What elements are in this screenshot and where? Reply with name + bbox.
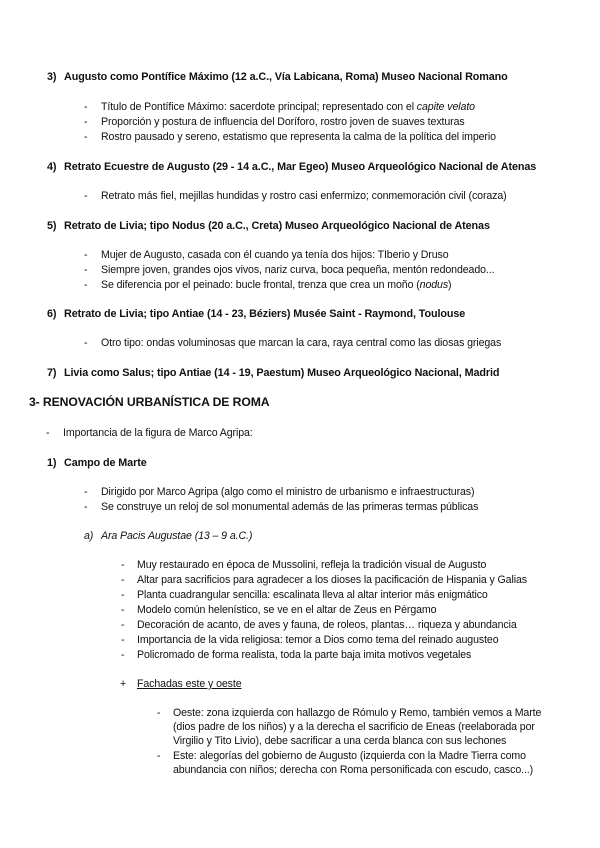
bullet-dash: - (121, 574, 125, 586)
item-6-heading (47, 308, 465, 321)
subsection-1-title: Campo de Marte (64, 457, 147, 469)
item-3-bullet-2: Proporción y postura de influencia del Doríforo, rostro joven de suaves texturas (101, 116, 465, 128)
item-3-bullet-1-emphasis: capite velato (416, 101, 475, 113)
item-3-title: Augusto como Pontífice Máximo (12 a.C., Vía Labicana, Roma) Museo Nacional Romano (64, 71, 508, 83)
item-3-heading (47, 71, 508, 84)
bullet-dash: - (84, 190, 88, 202)
bullet-dash: - (84, 486, 88, 498)
ara-pacis-bullet-4: Modelo común helenístico, se ve en el altar de Zeus en Pérgamo (137, 604, 437, 616)
item-5-number: 5) (47, 220, 57, 232)
ara-pacis-bullet-2: Altar para sacrificios para agradecer a los dioses la pacificación de Hispania y Galias (137, 574, 527, 586)
fachada-este-line-2: abundancia con niños; derecha con Roma personificada con escudo, casco...) (173, 764, 534, 776)
fachadas-title: Fachadas este y oeste (137, 678, 242, 690)
item-6-bullet-1: Otro tipo: ondas voluminosas que marcan la cara, raya central como las diosas griegas (101, 337, 502, 349)
bullet-dash: - (121, 619, 125, 631)
item-3-bullet-1-text: Título de Pontífice Máximo: sacerdote principal; representado con el (101, 101, 417, 113)
fachada-oeste-line-2: (dios padre de los niños) y a la derecha el sacrificio de Eneas (reelaborada por (173, 721, 535, 733)
item-5-bullet-3-close: ) (448, 279, 452, 291)
item-3-bullet-1 (101, 101, 475, 114)
section-heading: 3- RENOVACIÓN URBANÍSTICA DE ROMA (29, 395, 270, 409)
item-5-bullet-2: Siempre joven, grandes ojos vivos, nariz curva, boca pequeña, mentón redondeado... (101, 264, 495, 276)
bullet-dash: - (121, 634, 125, 646)
subsection-1-bullet-1: Dirigido por Marco Agripa (algo como el ministro de urbanismo e infraestructuras) (101, 486, 475, 498)
bullet-dash: - (84, 264, 88, 276)
bullet-dash: - (121, 604, 125, 616)
ara-pacis-title: Ara Pacis Augustae (13 – 9 a.C.) (101, 530, 253, 542)
bullet-dash: - (84, 249, 88, 261)
subsection-1-number: 1) (47, 457, 57, 469)
ara-pacis-bullet-1: Muy restaurado en época de Mussolini, refleja la tradición visual de Augusto (137, 559, 487, 571)
bullet-dash: - (84, 101, 88, 113)
fachada-oeste-line-1: Oeste: zona izquierda con hallazgo de Rómulo y Remo, también vemos a Marte (173, 707, 542, 719)
fachadas-marker: + (120, 678, 127, 690)
subsection-1-heading (47, 457, 147, 470)
ara-pacis-bullet-7: Policromado de forma realista, toda la parte baja imita motivos vegetales (137, 649, 472, 661)
item-3-bullet-3: Rostro pausado y sereno, estatismo que representa la calma de la política del imperio (101, 131, 496, 143)
item-6-number: 6) (47, 308, 57, 320)
item-4-heading (47, 161, 536, 174)
item-5-bullet-3 (101, 279, 451, 292)
bullet-dash: - (121, 649, 125, 661)
item-5-heading (47, 220, 490, 233)
bullet-dash: - (157, 707, 161, 719)
subsection-1-bullet-2: Se construye un reloj de sol monumental además de las primeras termas públicas (101, 501, 479, 513)
item-4-bullet-1: Retrato más fiel, mejillas hundidas y rostro casi enfermizo; conmemoración civil (coraza) (101, 190, 507, 202)
section-intro: Importancia de la figura de Marco Agripa: (63, 427, 253, 439)
item-7-title: Livia como Salus; tipo Antiae (14 - 19, Paestum) Museo Arqueológico Nacional, Madrid (64, 367, 500, 379)
item-5-bullet-1: Mujer de Augusto, casada con él cuando ya tenía dos hijos: TIberio y Druso (101, 249, 449, 261)
item-5-bullet-3-emphasis: nodus (419, 279, 449, 291)
item-7-heading (47, 367, 499, 380)
bullet-dash: - (84, 116, 88, 128)
fachada-oeste-line-3: Virgilio y Tito Livio), debe sacrificar a una cerda blanca con sus lechones (173, 735, 507, 747)
ara-pacis-label: a) (84, 530, 94, 542)
bullet-dash: - (84, 279, 88, 291)
fachada-este-line-1: Este: alegorías del gobierno de Augusto (izquierda con la Madre Tierra como (173, 750, 526, 762)
item-6-title: Retrato de Livia; tipo Antiae (14 - 23, Béziers) Musée Saint - Raymond, Toulouse (64, 308, 466, 320)
item-4-title: Retrato Ecuestre de Augusto (29 - 14 a.C., Mar Egeo) Museo Arqueológico Nacional de Atenas (64, 161, 537, 173)
item-4-number: 4) (47, 161, 57, 173)
bullet-dash: - (84, 501, 88, 513)
bullet-dash: - (157, 750, 161, 762)
item-3-number: 3) (47, 71, 57, 83)
item-5-title: Retrato de Livia; tipo Nodus (20 a.C., Creta) Museo Arqueológico Nacional de Atenas (64, 220, 490, 232)
ara-pacis-bullet-5: Decoración de acanto, de aves y fauna, de roleos, plantas… riqueza y abundancia (137, 619, 517, 631)
ara-pacis-bullet-3: Planta cuadrangular sencilla: escalinata lleva al altar interior más enigmático (137, 589, 488, 601)
item-7-number: 7) (47, 367, 57, 379)
bullet-dash: - (121, 559, 125, 571)
item-5-bullet-3-text: Se diferencia por el peinado: bucle frontal, trenza que crea un moño ( (101, 279, 420, 291)
bullet-dash: - (46, 427, 50, 439)
ara-pacis-bullet-6: Importancia de la vida religiosa: temor a Dios como tema del reinado augusteo (137, 634, 499, 646)
bullet-dash: - (121, 589, 125, 601)
ara-pacis-heading (84, 530, 252, 543)
bullet-dash: - (84, 337, 88, 349)
bullet-dash: - (84, 131, 88, 143)
